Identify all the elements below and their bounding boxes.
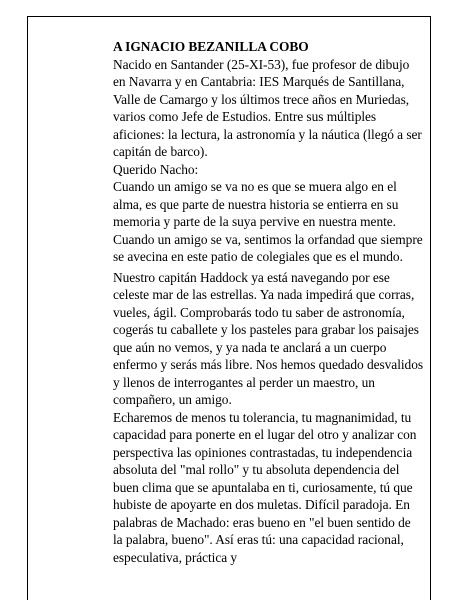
body-paragraph-1: Cuando un amigo se va no es que se muera algo en el alma, es que parte de nuestra historia se entierra en su memoria y parte de la suya pervive en nuestra mente. Cuando un amigo se va, sentimos la orfandad que siempre se avecina en este patio de colegiales que es el mundo.	[113, 179, 423, 264]
body-paragraph-2: Nuestro capitán Haddock ya está navegando por ese celeste mar de las estrellas. Ya nada impedirá que corras, vueles, ágil. Comprobarás todo tu saber de astronomía, cogerás tu caballete y los pasteles para grabar los paisajes que aún no vemos, y ya nada te anclará a un cuerpo enfermo y serás más libre. Nos hemos quedado desvalidos y llenos de interrogantes al perder un maestro, un compañero, un amigo.	[113, 269, 423, 407]
document-title: A IGNACIO BEZANILLA COBO	[113, 39, 309, 54]
document-body	[113, 38, 423, 566]
biography-paragraph: Nacido en Santander (25-XI-53), fue profesor de dibujo en Navarra y en Cantabria: IES Marqués de Santillana, Valle de Camargo y los últimos trece años en Muriedas, varios como Jefe de Estudios. Entre sus múltiples aficiones: la lectura, la astronomía y la náutica (llegó a ser capitán de barco).	[113, 56, 422, 159]
salutation: Querido Nacho:	[113, 161, 199, 177]
body-paragraph-3: Echaremos de menos tu tolerancia, tu magnanimidad, tu capacidad para ponerte en el lugar del otro y analizar con perspectiva las opiniones contrastadas, tu independencia absoluta del "mal rollo" y tu absoluta dependencia del buen clima que se apuntalaba en ti, curiosamente, tú que hubiste de apoyarte en dos muletas. Difícil paradoja. En palabras de Machado: eras bueno en "el buen sentido de la palabra, bueno". Así eras tú: una capacidad racional, especulativa, práctica y	[113, 409, 417, 565]
